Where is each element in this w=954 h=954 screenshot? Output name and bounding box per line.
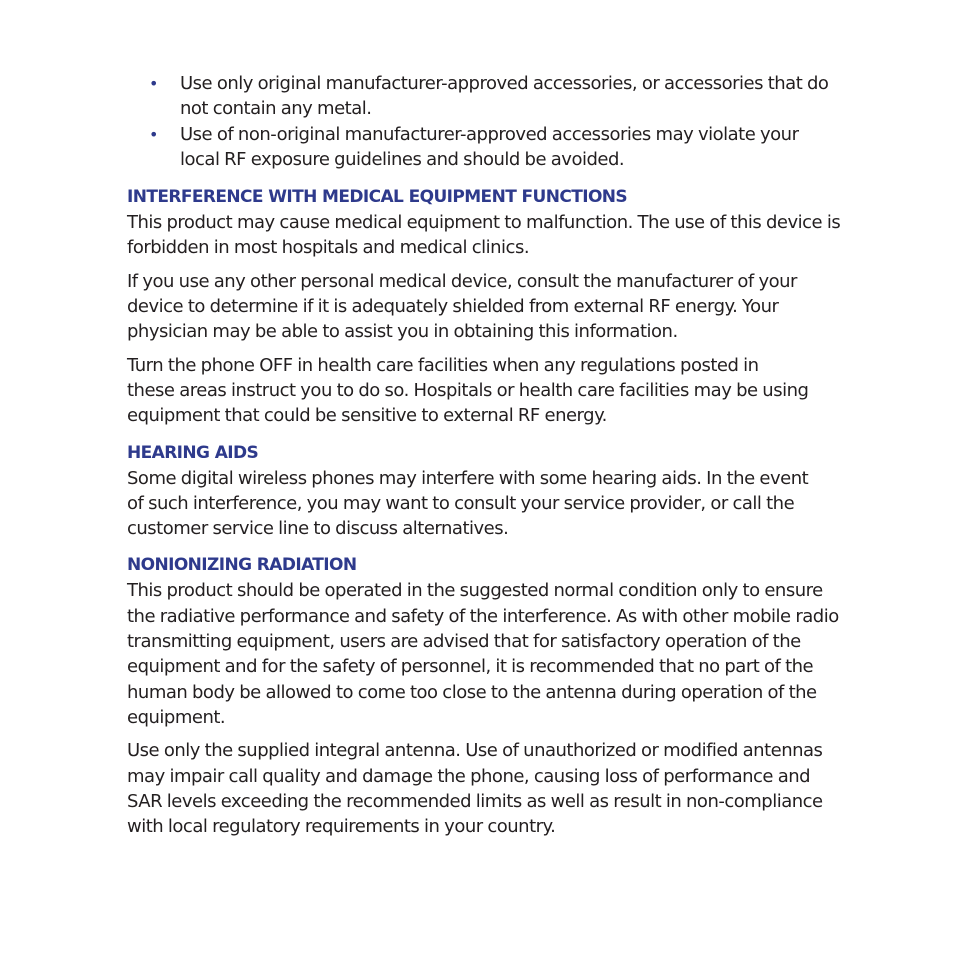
bullet-text: Use only original manufacturer-approved accessories, or accessories that do not contain any metal. xyxy=(180,73,829,120)
document-page xyxy=(127,71,872,851)
section-medical-equipment xyxy=(127,185,872,428)
bullet-item xyxy=(127,122,872,173)
accessory-bullet-list xyxy=(127,71,872,172)
paragraph: If you use any other personal medical device, consult the manufacturer of your device to determine if it is adequately shielded from external RF energy. Your physician may be able to assist you in obtaining this information. xyxy=(127,270,797,343)
section-heading: INTERFERENCE WITH MEDICAL EQUIPMENT FUNCTIONS xyxy=(127,187,628,208)
section-heading: NONIONIZING RADIATION xyxy=(127,555,357,576)
bullet-text: Use of non-original manufacturer-approved accessories may violate your local RF exposure guidelines and should be avoided. xyxy=(180,123,799,170)
paragraph: Turn the phone OFF in health care facilities when any regulations posted in these areas instruct you to do so. Hospitals or health care facilities may be using equipment that could be sensitive to external RF energy. xyxy=(127,354,809,427)
paragraph: Some digital wireless phones may interfere with some hearing aids. In the event of such interference, you may want to consult your service provider, or call the customer service line to discuss alternatives. xyxy=(127,467,809,540)
bullet-icon: • xyxy=(149,124,158,144)
section-nonionizing-radiation xyxy=(127,553,872,839)
paragraph: Use only the supplied integral antenna. Use of unauthorized or modified antennas may impair call quality and damage the phone, causing loss of performance and SAR levels exceeding the recommended limits as well as result in non-compliance with local regulatory requirements in your country. xyxy=(127,740,823,838)
paragraph: This product should be operated in the suggested normal condition only to ensure the radiative performance and safety of the interference. As with other mobile radio transmitting equipment, users are advised that for satisfactory operation of the equipment and for the safety of personnel, it is recommended that no part of the human body be allowed to come too close to the antenna during operation of the equipment. xyxy=(127,580,839,728)
bullet-icon: • xyxy=(149,74,158,93)
bullet-item xyxy=(127,71,872,122)
section-hearing-aids xyxy=(127,441,872,542)
section-heading: HEARING AIDS xyxy=(127,442,259,463)
paragraph: This product may cause medical equipment to malfunction. The use of this device is forbidden in most hospitals and medical clinics. xyxy=(127,212,841,259)
